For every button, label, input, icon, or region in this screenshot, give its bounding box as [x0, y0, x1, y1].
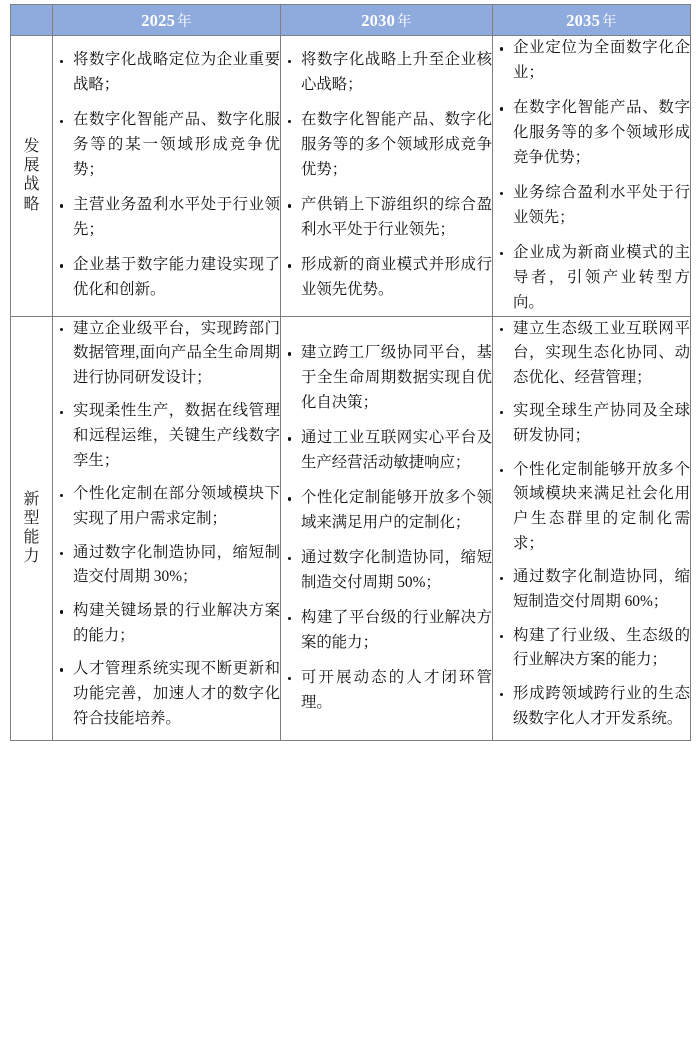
list-item: 企业定位为全面数字化企业； — [493, 36, 690, 86]
cell-new-capabilities-2025 — [53, 316, 281, 741]
table-body — [11, 36, 691, 741]
bullet-list-new-capabilities-2030 — [281, 341, 492, 715]
list-item: 企业成为新商业模式的主导者，引领产业转型方向。 — [493, 241, 690, 316]
list-item: 构建了平台级的行业解决方案的能力； — [281, 606, 492, 656]
list-item: 产供销上下游组织的综合盈利水平处于行业领先； — [281, 193, 492, 243]
list-item: 通过数字化制造协同，缩短制造交付周期 50%； — [281, 546, 492, 596]
list-item: 通过数字化制造协同，缩短制造交付周期 30%； — [53, 541, 280, 590]
cell-development-strategy-2025 — [53, 36, 281, 317]
cell-development-strategy-2030 — [281, 36, 493, 317]
column-header-2030-year: 2030 — [361, 10, 396, 30]
list-item: 将数字化战略上升至企业核心战略； — [281, 48, 492, 98]
cell-development-strategy-2035 — [493, 36, 691, 317]
list-item: 在数字化智能产品、数字化服务等的多个领域形成竞争优势； — [493, 96, 690, 171]
row-label-development-strategy-text: 发展战略 — [23, 138, 40, 213]
list-item: 构建关键场景的行业解决方案的能力； — [53, 599, 280, 648]
header-corner-cell — [11, 5, 53, 36]
list-item: 个性化定制能够开放多个领域模块来满足社会化用户生态群里的定制化需求； — [493, 458, 690, 557]
column-header-2025 — [53, 5, 281, 36]
list-item: 构建了行业级、生态级的行业解决方案的能力； — [493, 624, 690, 673]
row-label-new-capabilities — [11, 316, 53, 741]
list-item: 将数字化战略定位为企业重要战略； — [53, 48, 280, 98]
table-row-development-strategy — [11, 36, 691, 317]
bullet-list-development-strategy-2030 — [281, 48, 492, 303]
list-item: 人才管理系统实现不断更新和功能完善，加速人才的数字化符合技能培养。 — [53, 657, 280, 731]
table-row-new-capabilities — [11, 316, 691, 741]
list-item: 在数字化智能产品、数字化服务等的多个领域形成竞争优势； — [281, 108, 492, 183]
column-header-2035-year: 2035 — [566, 10, 601, 30]
bullet-list-development-strategy-2035 — [493, 36, 690, 316]
list-item: 个性化定制在部分领域模块下实现了用户需求定制； — [53, 482, 280, 531]
row-label-development-strategy — [11, 36, 53, 317]
column-header-2025-year: 2025 — [141, 10, 176, 30]
cell-new-capabilities-2035 — [493, 316, 691, 741]
row-label-new-capabilities-text: 新型能力 — [23, 490, 40, 566]
bullet-list-new-capabilities-2035 — [493, 317, 690, 732]
list-item: 建立跨工厂级协同平台，基于全生命周期数据实现自优化自决策； — [281, 341, 492, 416]
list-item: 在数字化智能产品、数字化服务等的某一领域形成竞争优势； — [53, 108, 280, 183]
header-row — [11, 5, 691, 36]
column-header-2035 — [493, 5, 691, 36]
cell-new-capabilities-2030 — [281, 316, 493, 741]
bullet-list-new-capabilities-2025 — [53, 317, 280, 732]
bullet-list-development-strategy-2025 — [53, 48, 280, 303]
column-header-2025-suffix: 年 — [177, 13, 192, 30]
list-item: 建立企业级平台，实现跨部门数据管理,面向产品全生命周期进行协同研发设计； — [53, 317, 280, 391]
list-item: 可开展动态的人才闭环管理。 — [281, 666, 492, 716]
column-header-2030 — [281, 5, 493, 36]
list-item: 形成新的商业模式并形成行业领先优势。 — [281, 253, 492, 303]
list-item: 形成跨领域跨行业的生态级数字化人才开发系统。 — [493, 682, 690, 731]
list-item: 业务综合盈利水平处于行业领先； — [493, 181, 690, 231]
list-item: 通过数字化制造协同，缩短制造交付周期 60%； — [493, 565, 690, 614]
digital-transformation-roadmap-table — [10, 4, 691, 741]
list-item: 建立生态级工业互联网平台，实现生态化协同、动态优化、经营管理； — [493, 317, 690, 391]
list-item: 实现柔性生产，数据在线管理和远程运维，关键生产线数字孪生； — [53, 399, 280, 473]
list-item: 主营业务盈利水平处于行业领先； — [53, 193, 280, 243]
list-item: 实现全球生产协同及全球研发协同； — [493, 399, 690, 448]
list-item: 企业基于数字能力建设实现了优化和创新。 — [53, 253, 280, 303]
list-item: 通过工业互联网实心平台及生产经营活动敏捷响应； — [281, 426, 492, 476]
column-header-2030-suffix: 年 — [397, 13, 412, 30]
column-header-2035-suffix: 年 — [602, 13, 617, 30]
list-item: 个性化定制能够开放多个领域来满足用户的定制化； — [281, 486, 492, 536]
table-header — [11, 5, 691, 36]
